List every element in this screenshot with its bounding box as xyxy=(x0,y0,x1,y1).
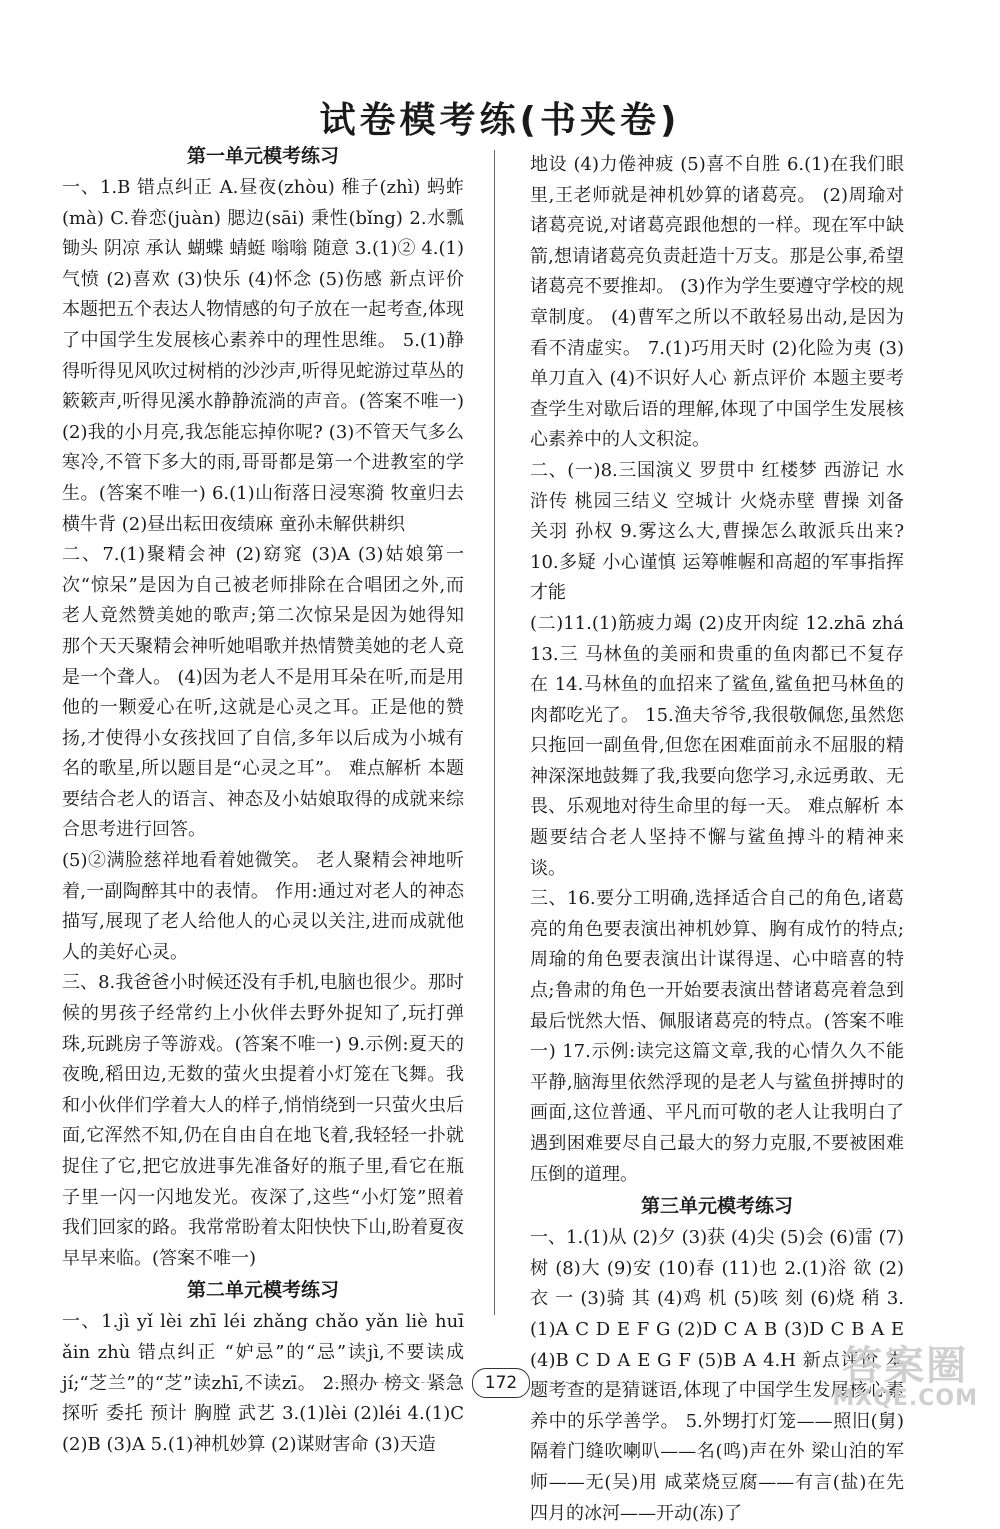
answer-paragraph: 一、1.jì yǐ lèi zhī léi zhǎng chǎo yǎn liè huī ǎin zhù 错点纠正 “妒忌”的“忌”读jì,不要读成jí;“芝兰”的“芝”读zhī,不读zī。 2.照办 榜文 紧急 探听 委托 预计 胸膛 武艺 3.(1)lèi (2)léi 4.(1)C (2)B (3)A 5.(1)神机妙算 (2)谋财害命 (3)天造 xyxy=(62,1311,464,1455)
right-column xyxy=(530,150,904,1529)
watermark-logo xyxy=(832,1345,978,1410)
footer-rule-right xyxy=(540,1382,670,1383)
answer-paragraph: 三、16.要分工明确,选择适合自己的角色,诸葛亮的角色要表演出神机妙算、胸有成竹的特点;周瑜的角色要表演出计谋得逞、心中暗喜的特点;鲁肃的角色一开始要表演出替诸葛亮着急到最后恍然大悟、佩服诸葛亮的特点。(答案不唯一) 17.示例:读完这篇文章,我的心情久久不能平静,脑海里依然浮现的是老人与鲨鱼拼搏时的画面,这位普通、平凡而可敬的老人让我明白了遇到困难要尽自己最大的努力克服,不要被困难压倒的道理。 xyxy=(530,888,904,1185)
answer-paragraph: 一、1.(1)从 (2)夕 (3)获 (4)尖 (5)会 (6)雷 (7)树 (8)大 (9)安 (10)春 (11)也 2.(1)浴 欲 (2)衣 一 (3)骑 其 (4)鸡 机 (5)咳 刻 (6)烧 稍 3.(1)A C D E F G (2)D C A B (3)D C B A E (4)B C D A E G F (5)B A 4.H 新点评价 本题考查的是猜谜语,体现了中国学生发展核心素养中的乐学善学。 5.外甥打灯笼——照旧(舅) 隔着门缝吹喇叭——名(鸣)声在外 梁山泊的军师——无(吴)用 咸菜烧豆腐——有言(盐)在先 四月的冰河——开动(冻)了 xyxy=(530,1227,904,1524)
column-divider xyxy=(494,150,495,1315)
watermark-line1: 答案圈 xyxy=(842,1343,969,1389)
left-column xyxy=(62,140,464,1460)
page-number: 172 xyxy=(472,1368,530,1398)
section-heading-unit2: 第二单元模考练习 xyxy=(186,1279,339,1302)
watermark-line2: MXQE.COM xyxy=(832,1386,978,1411)
page-title: 试卷模考练(书夹卷) xyxy=(319,100,681,141)
answer-paragraph: 三、8.我爸爸小时候还没有手机,电脑也很少。那时候的男孩子经常约上小伙伴去野外捉知了,玩打弹珠,玩跳房子等游戏。(答案不唯一) 9.示例:夏天的夜晚,稻田边,无数的萤火虫提着小灯笼在飞舞。我和小伙伴们学着大人的样子,悄悄绕到一只萤火虫后面,它浑然不知,仍在自由自在地飞着,我轻轻一扑就捉住了它,把它放进事先准备好的瓶子里,看它在瓶子里一闪一闪地发光。夜深了,这些“小灯笼”照着我们回家的路。我常常盼着太阳快快下山,盼着夏夜早早来临。(答案不唯一) xyxy=(62,972,464,1269)
answer-paragraph: 二、(一)8.三国演义 罗贯中 红楼梦 西游记 水浒传 桃园三结义 空城计 火烧赤壁 曹操 刘备 关羽 孙权 9.雾这么大,曹操怎么敢派兵出来? 10.多疑 小心谨慎 运筹帷幄和高超的军事指挥才能 xyxy=(530,459,904,604)
answer-paragraph: 二、7.(1)聚精会神 (2)窈窕 (3)A (3)姑娘第一次“惊呆”是因为自己被老师排除在合唱团之外,而老人竟然赞美她的歌声;第二次惊呆是因为她得知那个天天聚精会神听她唱歌并热情赞美她的老人竟是一个聋人。 (4)因为老人不是用耳朵在听,而是用他的一颗爱心在听,这就是心灵之耳。正是他的赞扬,才使得小女孩找回了自信,多年以后成为小城有名的歌星,所以题目是“心灵之耳”。 难点解析 本题要结合老人的语言、神态及小姑娘取得的成就来综合思考进行回答。 xyxy=(62,544,464,841)
answer-paragraph: 一、1.B 错点纠正 A.昼夜(zhòu) 稚子(zhì) 蚂蚱(mà) C.眷恋(juàn) 腮边(sāi) 秉性(bǐng) 2.水瓢 锄头 阴凉 承认 蝴蝶 蜻蜓 嗡嗡 随意 3.(1)② 4.(1)气愤 (2)喜欢 (3)快乐 (4)怀念 (5)伤感 新点评价 本题把五个表达人物情感的句子放在一起考查,体现了中国学生发展核心素养中的理性思维。 5.(1)静得听得见风吹过树梢的沙沙声,听得见蛇游过草丛的簌簌声,听得见溪水静静流淌的声音。(答案不唯一) (2)我的小月亮,我怎能忘掉你呢? (3)不管天气多么寒冷,不管下多大的雨,哥哥都是第一个进教室的学生。(答案不唯一) 6.(1)山衔落日浸寒漪 牧童归去横牛背 (2)昼出耘田夜绩麻 童孙未解供耕织 xyxy=(62,177,464,535)
answer-paragraph: 地设 (4)力倦神疲 (5)喜不自胜 6.(1)在我们眼里,王老师就是神机妙算的诸葛亮。 (2)周瑜对诸葛亮说,对诸葛亮跟他想的一样。现在军中缺箭,想请诸葛亮负责赶造十万支。那是公事,希望诸葛亮不要推却。 (3)作为学生要遵守学校的规章制度。 (4)曹军之所以不敢轻易出动,是因为看不清虚实。 7.(1)巧用天时 (2)化险为夷 (3)单刀直入 (4)不识好人心 新点评价 本题主要考查学生对歇后语的理解,体现了中国学生发展核心素养中的人文积淀。 xyxy=(530,154,904,451)
section-heading-unit1: 第一单元模考练习 xyxy=(186,145,339,167)
footer-rule-left xyxy=(330,1382,460,1383)
answer-paragraph: (5)②满脸慈祥地看着她微笑。 老人聚精会神地听着,一副陶醉其中的表情。 作用:通过对老人的神态描写,展现了老人给他人的心灵以关注,进而成就他人的美好心灵。 xyxy=(62,850,464,963)
answer-paragraph: (二)11.(1)筋疲力竭 (2)皮开肉绽 12.zhā zhá 13.三 马林鱼的美丽和贵重的鱼肉都已不复存在 14.马林鱼的血招来了鲨鱼,鲨鱼把马林鱼的肉都吃光了。 15.渔夫爷爷,我很敬佩您,虽然您只拖回一副鱼骨,但您在困难面前永不屈服的精神深深地鼓舞了我,我要向您学习,永远勇敢、无畏、乐观地对待生命里的每一天。 难点解析 本题要结合老人坚持不懈与鲨鱼搏斗的精神来谈。 xyxy=(530,612,904,879)
section-heading-unit3: 第三单元模考练习 xyxy=(640,1195,793,1218)
